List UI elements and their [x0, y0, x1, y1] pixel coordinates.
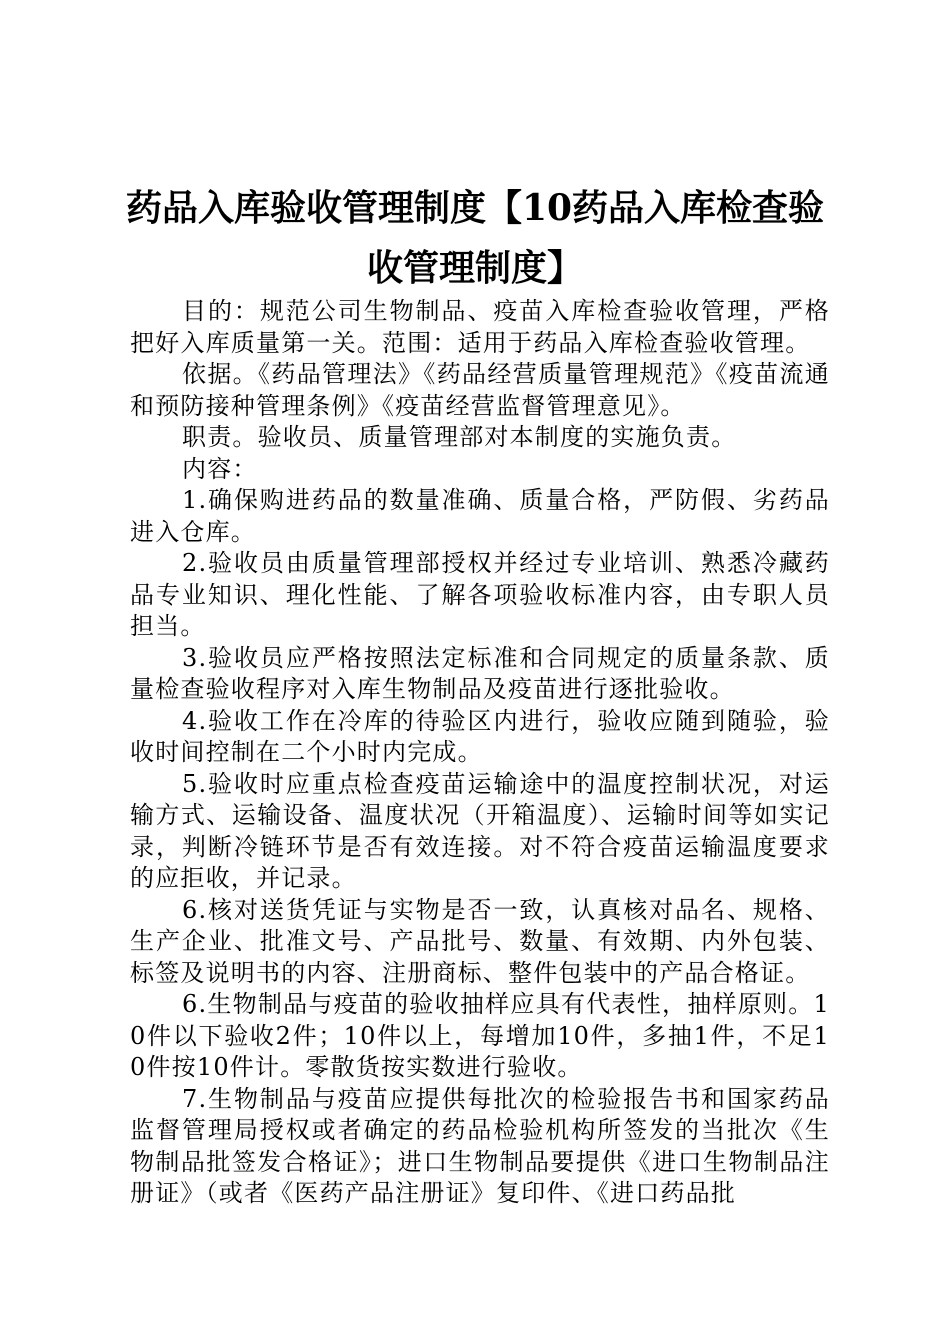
title-line-1: 药品入库验收管理制度【10药品入库检查验 [125, 187, 825, 229]
paragraph-basis: 依据。《药品管理法》《药品经营质量管理规范》《疫苗流通和预防接种管理条例》《疫苗经营监督管理意见》。 [130, 360, 830, 420]
document-title [100, 178, 850, 298]
paragraph-item-7: 7.生物制品与疫苗应提供每批次的检验报告书和国家药品监督管理局授权或者确定的药品检验机构所签发的当批次《生物制品批签发合格证》；进口生物制品要提供《进口生物制品注册证》（或者《医药产品注册证》复印件、《进口药品批 [130, 1084, 830, 1207]
document-body [130, 296, 830, 1210]
paragraph-item-1: 1.确保购进药品的数量准确、质量合格，严防假、劣药品进入仓库。 [130, 486, 830, 546]
paragraph-item-6b: 6.生物制品与疫苗的验收抽样应具有代表性，抽样原则。10件以下验收2件；10件以上，每增加10件，多抽1件，不足10件按10件计。零散货按实数进行验收。 [130, 990, 830, 1081]
paragraph-purpose: 目的：规范公司生物制品、疫苗入库检查验收管理，严格把好入库质量第一关。范围：适用于药品入库检查验收管理。 [130, 297, 830, 357]
paragraph-item-3: 3.验收员应严格按照法定标准和合同规定的质量条款、质量检查验收程序对入库生物制品及疫苗进行逐批验收。 [130, 643, 830, 703]
title-line-2: 收管理制度】 [366, 247, 583, 289]
paragraph-item-5: 5.验收时应重点检查疫苗运输途中的温度控制状况，对运输方式、运输设备、温度状况（开箱温度）、运输时间等如实记录，判断冷链环节是否有效连接。对不符合疫苗运输温度要求的应拒收，并记录。 [130, 769, 830, 892]
paragraph-item-6a: 6.核对送货凭证与实物是否一致，认真核对品名、规格、生产企业、批准文号、产品批号、数量、有效期、内外包装、标签及说明书的内容、注册商标、整件包装中的产品合格证。 [130, 895, 830, 987]
paragraph-content-heading: 内容： [182, 454, 258, 483]
paragraph-item-2: 2.验收员由质量管理部授权并经过专业培训、熟悉冷藏药品专业知识、理化性能、了解各项验收标准内容，由专职人员担当。 [130, 549, 830, 640]
paragraph-responsibility: 职责。验收员、质量管理部对本制度的实施负责。 [182, 423, 737, 451]
paragraph-item-4: 4.验收工作在冷库的待验区内进行，验收应随到随验，验收时间控制在二个小时内完成。 [130, 706, 830, 766]
